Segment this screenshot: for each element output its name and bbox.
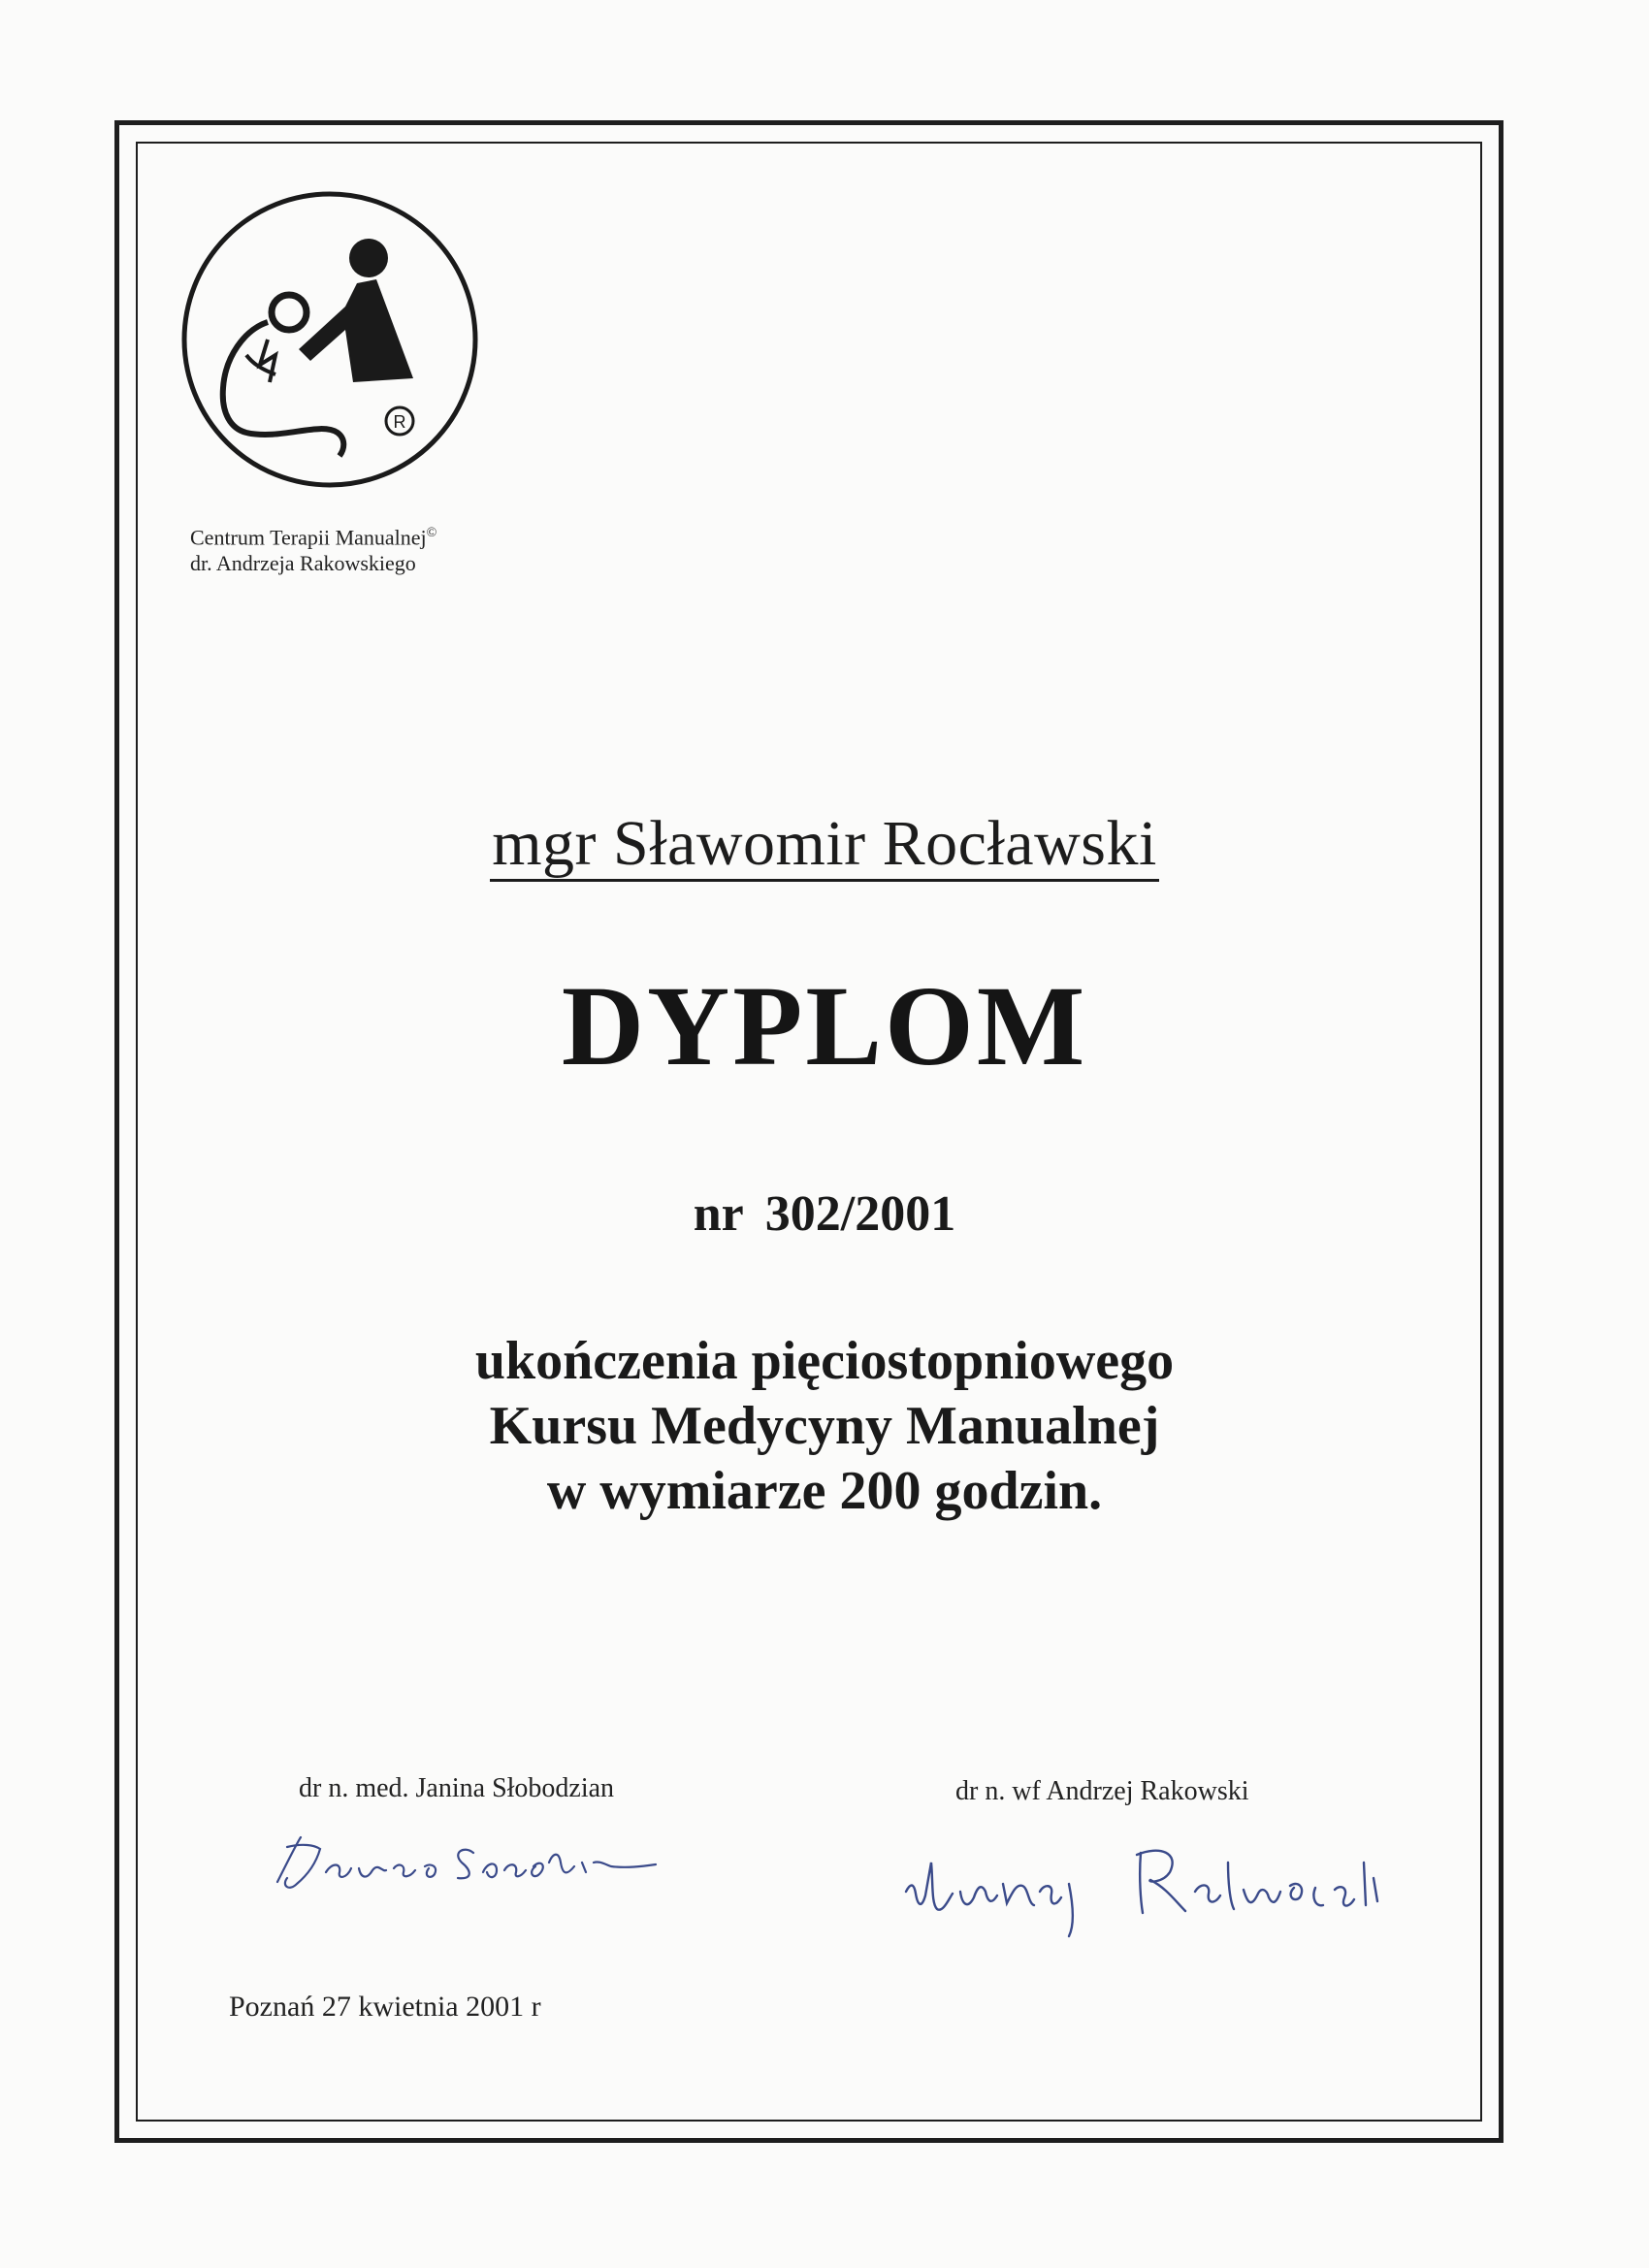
logo-caption-line2: dr. Andrzeja Rakowskiego	[190, 551, 416, 576]
left-signature	[258, 1824, 695, 1901]
description-line1: ukończenia pięciostopniowego	[474, 1331, 1175, 1391]
logo-caption-line1: Centrum Terapii Manualnej©	[190, 525, 437, 550]
number-label: nr	[693, 1186, 744, 1242]
description-line3: w wymiarze 200 godzin.	[546, 1461, 1103, 1521]
diploma-number	[0, 1185, 1649, 1243]
right-signature	[892, 1824, 1406, 1940]
right-signatory-name: dr n. wf Andrzej Rakowski	[955, 1776, 1249, 1806]
copyright-mark: ©	[426, 526, 437, 540]
course-description	[0, 1329, 1649, 1524]
logo-caption	[190, 520, 436, 576]
left-signatory-name: dr n. med. Janina Słobodzian	[299, 1773, 615, 1803]
svg-text:R: R	[393, 412, 406, 432]
diploma-title: DYPLOM	[561, 962, 1088, 1089]
manual-therapy-logo-icon	[175, 184, 485, 495]
place-and-date: Poznań 27 kwietnia 2001 r	[229, 1991, 541, 2023]
description-line2: Kursu Medycyny Manualnej	[489, 1396, 1160, 1456]
recipient-name: mgr Sławomir Rocławski	[0, 807, 1649, 881]
number-value: 302/2001	[764, 1186, 956, 1242]
